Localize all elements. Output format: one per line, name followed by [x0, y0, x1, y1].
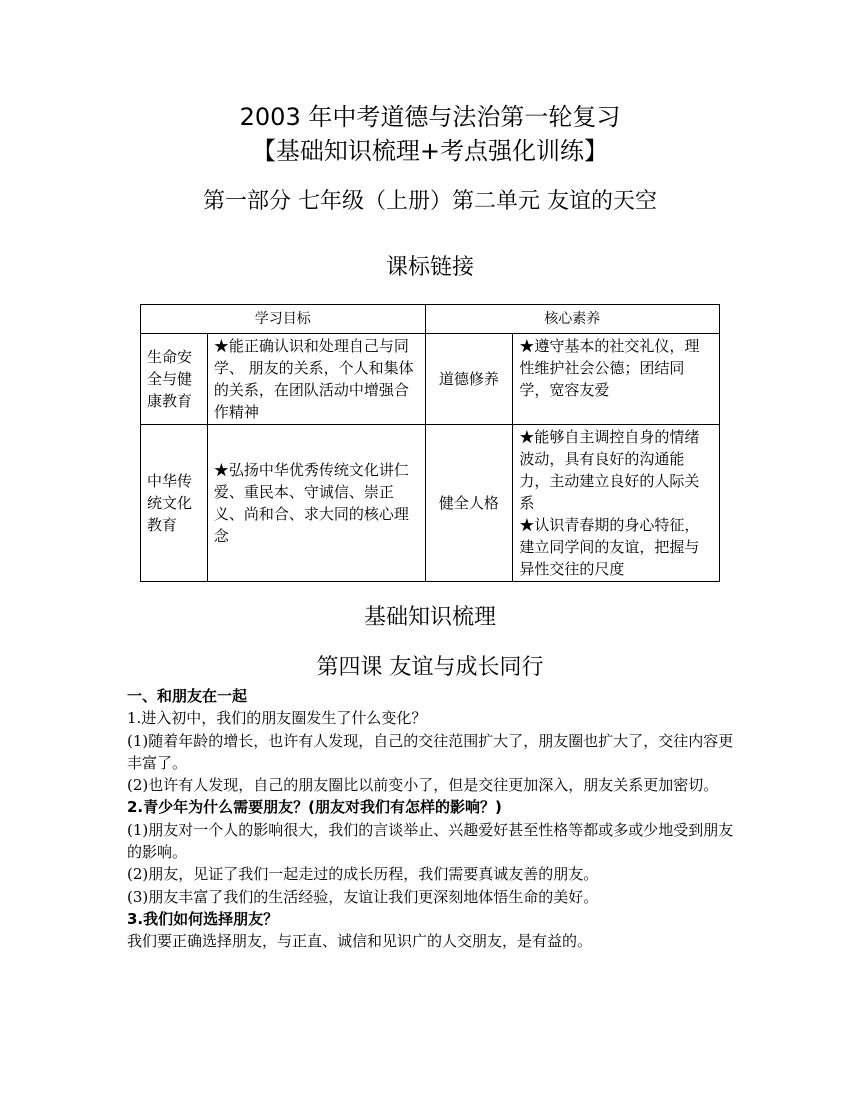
unit-subtitle: 第一部分 七年级（上册）第二单元 友谊的天空 — [203, 189, 657, 214]
answer: (3)朋友丰富了我们的生活经验，友谊让我们更深刻地体悟生命的美好。 — [127, 887, 599, 906]
knowledge-body — [127, 685, 742, 953]
standards-table — [140, 304, 720, 582]
col-header-goals: 学习目标 — [141, 305, 426, 334]
goal-cell: ★弘扬中华优秀传统文化讲仁爱、重民本、守诚信、崇正义、尚和合、求大同的核心理念 — [207, 425, 425, 582]
question: 1.进入初中，我们的朋友圈发生了什么变化？ — [127, 709, 427, 728]
table-row — [141, 334, 720, 425]
table-header-row — [141, 305, 720, 334]
document-title-bracket: 【基础知识梳理+考点强化训练】 — [251, 137, 609, 165]
detail-cell: ★遵守基本的社交礼仪，理性维护社会公德；团结同学，宽容友爱 — [513, 334, 720, 425]
area-cell: 生命安全与健康教育 — [141, 334, 208, 425]
answer: (2)也许有人发现，自己的朋友圈比以前变小了，但是交往更加深入，朋友关系更加密切。 — [127, 776, 719, 795]
section-heading: 一、和朋友在一起 — [127, 687, 248, 705]
literacy-cell: 健全人格 — [425, 425, 513, 582]
col-header-literacy: 核心素养 — [425, 305, 720, 334]
lesson-title: 第四课 友谊与成长同行 — [316, 655, 544, 680]
question: 2.青少年为什么需要朋友？(朋友对我们有怎样的影响？) — [127, 798, 502, 817]
document-title: 2003 年中考道德与法治第一轮复习 — [239, 103, 621, 131]
question: 3.我们如何选择朋友？ — [127, 909, 279, 928]
answer: (1)随着年龄的增长，也许有人发现，自己的交往范围扩大了，朋友圈也扩大了，交往内容更丰富了。 — [127, 731, 734, 772]
answer: 我们要正确选择朋友，与正直、诚信和见识广的人交朋友，是有益的。 — [127, 932, 593, 951]
answer: (1)朋友对一个人的影响很大，我们的言谈举止、兴趣爱好甚至性格等都或多或少地受到朋友的影响。 — [127, 820, 734, 862]
area-cell: 中华传统文化教育 — [141, 425, 208, 582]
literacy-cell: 道德修养 — [425, 334, 513, 425]
goal-cell: ★能正确认识和处理自己与同学、 朋友的关系，个人和集体的关系，在团队活动中增强合作精神 — [207, 334, 425, 425]
detail-cell — [513, 425, 720, 582]
table-row — [141, 425, 720, 582]
knowledge-heading: 基础知识梳理 — [363, 605, 496, 630]
detail-line: ★认识青春期的身心特征，建立同学间的友谊，把握与异性交往的尺度 — [519, 516, 700, 578]
answer: (2)朋友，见证了我们一起走过的成长历程，我们需要真诚友善的朋友。 — [127, 865, 599, 884]
standards-heading: 课标链接 — [385, 255, 474, 280]
detail-line: ★能够自主调控自身的情绪波动，具有良好的沟通能力，主动建立良好的人际关系 — [519, 428, 700, 512]
